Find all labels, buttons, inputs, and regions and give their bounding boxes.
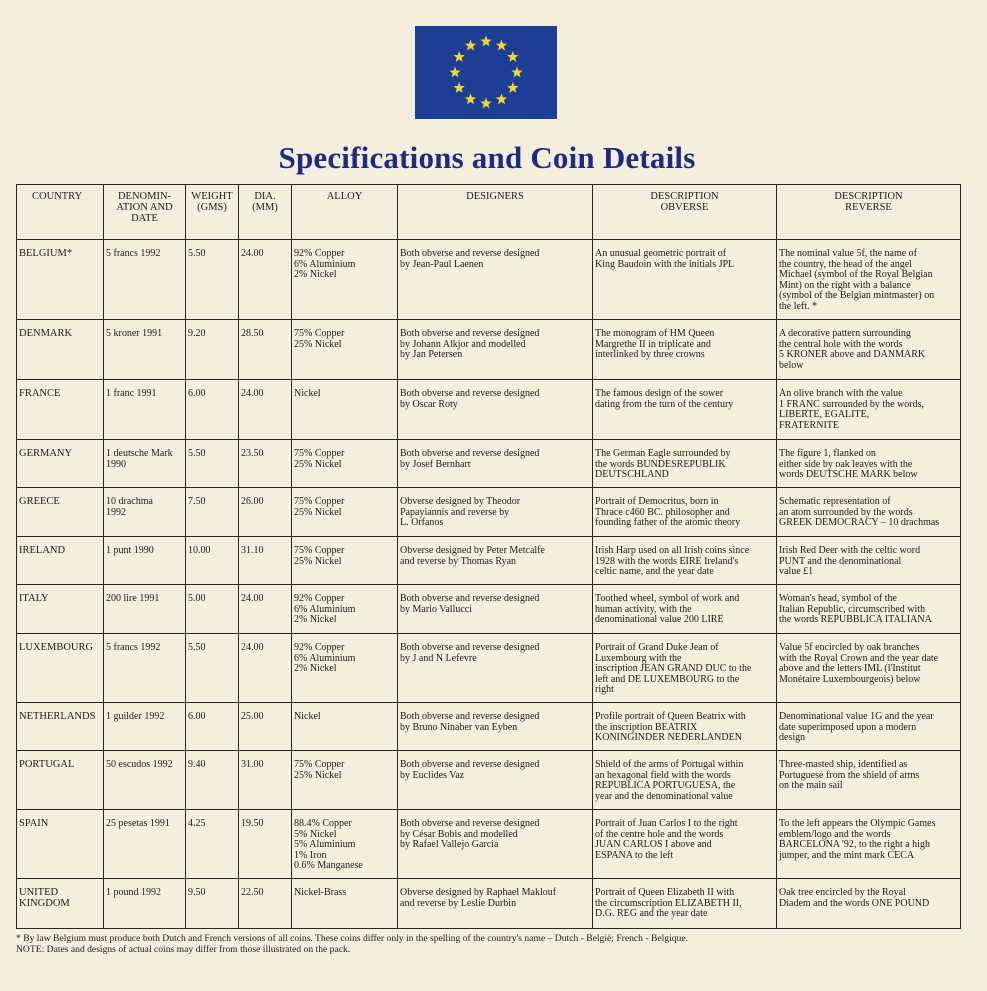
eu-flag — [415, 26, 557, 119]
footnote — [16, 934, 966, 955]
cell-country: GERMANY — [17, 440, 104, 488]
cell-obverse: Toothed wheel, symbol of work and human activity, with the denominational value 200 LIRE — [593, 585, 777, 634]
cell-reverse: The nominal value 5f, the name of the country, the head of the angel Michael (symbol of the Royal Belgian Mint) on the right with a balance (symbol of the Belgian mintmaster) on the left. * — [777, 240, 961, 320]
cell-obverse: Portrait of Juan Carlos I to the right of the centre hole and the words JUAN CARLOS I above and ESPANA to the left — [593, 810, 777, 879]
cell-diameter: 24.00 — [239, 240, 292, 320]
cell-alloy: Nickel — [292, 380, 398, 440]
cell-denomination: 1 pound 1992 — [104, 879, 186, 929]
table-row — [17, 537, 961, 585]
table-row — [17, 585, 961, 634]
column-header-diameter: DIA. (MM) — [239, 185, 292, 240]
cell-weight: 10.00 — [186, 537, 239, 585]
cell-diameter: 24.00 — [239, 585, 292, 634]
cell-obverse: The monogram of HM Queen Margrethe II in triplicate and interlinked by three crowns — [593, 320, 777, 380]
cell-obverse: The German Eagle surrounded by the words BUNDESREPUBLIK DEUTSCHLAND — [593, 440, 777, 488]
table-row — [17, 879, 961, 929]
cell-country: SPAIN — [17, 810, 104, 879]
cell-diameter: 25.00 — [239, 703, 292, 751]
cell-diameter: 24.00 — [239, 634, 292, 703]
cell-country: UNITED KINGDOM — [17, 879, 104, 929]
cell-obverse: Portrait of Grand Duke Jean of Luxembourg with the inscription JEAN GRAND DUC to the left and DE LUXEMBOURG to the right — [593, 634, 777, 703]
footnote-note: NOTE: Dates and designs of actual coins may differ from those illustrated on the pack. — [16, 943, 351, 955]
cell-reverse: Schematic representation of an atom surrounded by the words GREEK DEMOCRACY – 10 drachmas — [777, 488, 961, 537]
cell-alloy: Nickel-Brass — [292, 879, 398, 929]
cell-reverse: Irish Red Deer with the celtic word PUNT and the denominational value £1 — [777, 537, 961, 585]
cell-alloy: Nickel — [292, 703, 398, 751]
cell-weight: 9.50 — [186, 879, 239, 929]
table-row — [17, 810, 961, 879]
table-row — [17, 320, 961, 380]
cell-weight: 6.00 — [186, 380, 239, 440]
cell-obverse: Profile portrait of Queen Beatrix with the inscription BEATRIX KONINGINDER NEDERLANDEN — [593, 703, 777, 751]
cell-weight: 7.50 — [186, 488, 239, 537]
column-header-weight: WEIGHT (GMS) — [186, 185, 239, 240]
cell-country: DENMARK — [17, 320, 104, 380]
table-body — [17, 240, 961, 929]
cell-reverse: Three-masted ship, identified as Portuguese from the shield of arms on the main sail — [777, 751, 961, 810]
cell-alloy: 92% Copper 6% Aluminium 2% Nickel — [292, 240, 398, 320]
cell-denomination: 5 francs 1992 — [104, 634, 186, 703]
cell-designers: Both obverse and reverse designed by Mario Vallucci — [398, 585, 593, 634]
cell-country: PORTUGAL — [17, 751, 104, 810]
cell-designers: Both obverse and reverse designed by Josef Bernhart — [398, 440, 593, 488]
cell-obverse: The famous design of the sower dating from the turn of the century — [593, 380, 777, 440]
column-header-obverse: DESCRIPTION OBVERSE — [593, 185, 777, 240]
cell-country: ITALY — [17, 585, 104, 634]
cell-diameter: 19.50 — [239, 810, 292, 879]
cell-weight: 6.00 — [186, 703, 239, 751]
cell-designers: Both obverse and reverse designed by César Bobis and modelled by Rafael Vallejo Garcia — [398, 810, 593, 879]
cell-designers: Both obverse and reverse designed by Jean-Paul Laenen — [398, 240, 593, 320]
cell-country: LUXEMBOURG — [17, 634, 104, 703]
cell-diameter: 26.00 — [239, 488, 292, 537]
cell-reverse: Denominational value 1G and the year date superimposed upon a modern design — [777, 703, 961, 751]
table-row — [17, 634, 961, 703]
table-row — [17, 240, 961, 320]
table-header-row — [17, 185, 961, 240]
cell-designers: Obverse designed by Peter Metcalfe and reverse by Thomas Ryan — [398, 537, 593, 585]
cell-country: IRELAND — [17, 537, 104, 585]
cell-designers: Both obverse and reverse designed by Oscar Roty — [398, 380, 593, 440]
cell-designers: Both obverse and reverse designed by Euclides Vaz — [398, 751, 593, 810]
cell-reverse: A decorative pattern surrounding the central hole with the words 5 KRONER above and DANMARK below — [777, 320, 961, 380]
cell-country: BELGIUM* — [17, 240, 104, 320]
cell-diameter: 31.00 — [239, 751, 292, 810]
cell-designers: Obverse designed by Raphael Maklouf and reverse by Leslie Durbin — [398, 879, 593, 929]
table-row — [17, 488, 961, 537]
table-row — [17, 440, 961, 488]
cell-diameter: 24.00 — [239, 380, 292, 440]
cell-weight: 4.25 — [186, 810, 239, 879]
cell-denomination: 10 drachma 1992 — [104, 488, 186, 537]
table-row — [17, 751, 961, 810]
cell-denomination: 200 lire 1991 — [104, 585, 186, 634]
cell-denomination: 1 deutsche Mark 1990 — [104, 440, 186, 488]
cell-denomination: 25 pesetas 1991 — [104, 810, 186, 879]
cell-country: GREECE — [17, 488, 104, 537]
cell-denomination: 1 franc 1991 — [104, 380, 186, 440]
cell-reverse: Woman's head, symbol of the Italian Republic, circumscribed with the words REPUBBLICA ITALIANA — [777, 585, 961, 634]
cell-diameter: 22.50 — [239, 879, 292, 929]
column-header-denomination: DENOMIN- ATION AND DATE — [104, 185, 186, 240]
column-header-country: COUNTRY — [17, 185, 104, 240]
cell-reverse: An olive branch with the value 1 FRANC surrounded by the words, LIBERTE, EGALITE, FRATERNITE — [777, 380, 961, 440]
cell-obverse: Irish Harp used on all Irish coins since 1928 with the words EIRE Ireland's celtic name, and the year date — [593, 537, 777, 585]
cell-reverse: Oak tree encircled by the Royal Diadem and the words ONE POUND — [777, 879, 961, 929]
cell-weight: 5.50 — [186, 634, 239, 703]
cell-designers: Obverse designed by Theodor Papayiannis and reverse by L. Orfanos — [398, 488, 593, 537]
cell-diameter: 31.10 — [239, 537, 292, 585]
cell-weight: 5.50 — [186, 440, 239, 488]
cell-reverse: The figure 1, flanked on either side by oak leaves with the words DEUTSCHE MARK below — [777, 440, 961, 488]
cell-denomination: 5 francs 1992 — [104, 240, 186, 320]
cell-alloy: 75% Copper 25% Nickel — [292, 488, 398, 537]
cell-weight: 5.00 — [186, 585, 239, 634]
cell-weight: 9.40 — [186, 751, 239, 810]
cell-obverse: An unusual geometric portrait of King Baudoin with the initials JPL — [593, 240, 777, 320]
cell-obverse: Shield of the arms of Portugal within an hexagonal field with the words REPUBLICA PORTUGUESA, the year and the denominational value — [593, 751, 777, 810]
cell-alloy: 92% Copper 6% Aluminium 2% Nickel — [292, 634, 398, 703]
cell-denomination: 5 kroner 1991 — [104, 320, 186, 380]
cell-diameter: 23.50 — [239, 440, 292, 488]
coin-specifications-table — [16, 184, 961, 929]
cell-reverse: Value 5f encircled by oak branches with the Royal Crown and the year date above and the letters IML (l'Institut Monétaire Luxembourgeois) below — [777, 634, 961, 703]
column-header-designers: DESIGNERS — [398, 185, 593, 240]
column-header-reverse: DESCRIPTION REVERSE — [777, 185, 961, 240]
footnote-belgium: * By law Belgium must produce both Dutch and French versions of all coins. These coins differ only in the spelling of the country's name – Dutch - België; French - Belgique. — [16, 933, 689, 944]
table-row — [17, 703, 961, 751]
cell-denomination: 1 punt 1990 — [104, 537, 186, 585]
eu-flag-stars — [415, 26, 557, 119]
cell-alloy: 75% Copper 25% Nickel — [292, 537, 398, 585]
cell-reverse: To the left appears the Olympic Games emblem/logo and the words BARCELONA '92, to the right a high jumper, and the mint mark CECA — [777, 810, 961, 879]
cell-weight: 9.20 — [186, 320, 239, 380]
cell-designers: Both obverse and reverse designed by J and N Lefevre — [398, 634, 593, 703]
cell-alloy: 88.4% Copper 5% Nickel 5% Aluminium 1% Iron 0.6% Manganese — [292, 810, 398, 879]
cell-alloy: 75% Copper 25% Nickel — [292, 440, 398, 488]
cell-alloy: 75% Copper 25% Nickel — [292, 751, 398, 810]
cell-country: NETHERLANDS — [17, 703, 104, 751]
cell-country: FRANCE — [17, 380, 104, 440]
cell-designers: Both obverse and reverse designed by Johann Alkjor and modelled by Jan Petersen — [398, 320, 593, 380]
cell-alloy: 75% Copper 25% Nickel — [292, 320, 398, 380]
cell-obverse: Portrait of Democritus, born in Thrace c460 BC. philosopher and founding father of the atomic theory — [593, 488, 777, 537]
cell-denomination: 1 guilder 1992 — [104, 703, 186, 751]
cell-obverse: Portrait of Queen Elizabeth II with the circumscription ELIZABETH II, D.G. REG and the year date — [593, 879, 777, 929]
table-row — [17, 380, 961, 440]
cell-diameter: 28.50 — [239, 320, 292, 380]
cell-weight: 5.50 — [186, 240, 239, 320]
cell-designers: Both obverse and reverse designed by Bruno Ninaber van Eyben — [398, 703, 593, 751]
column-header-alloy: ALLOY — [292, 185, 398, 240]
page-title: Specifications and Coin Details — [278, 140, 696, 175]
cell-denomination: 50 escudos 1992 — [104, 751, 186, 810]
cell-alloy: 92% Copper 6% Aluminium 2% Nickel — [292, 585, 398, 634]
